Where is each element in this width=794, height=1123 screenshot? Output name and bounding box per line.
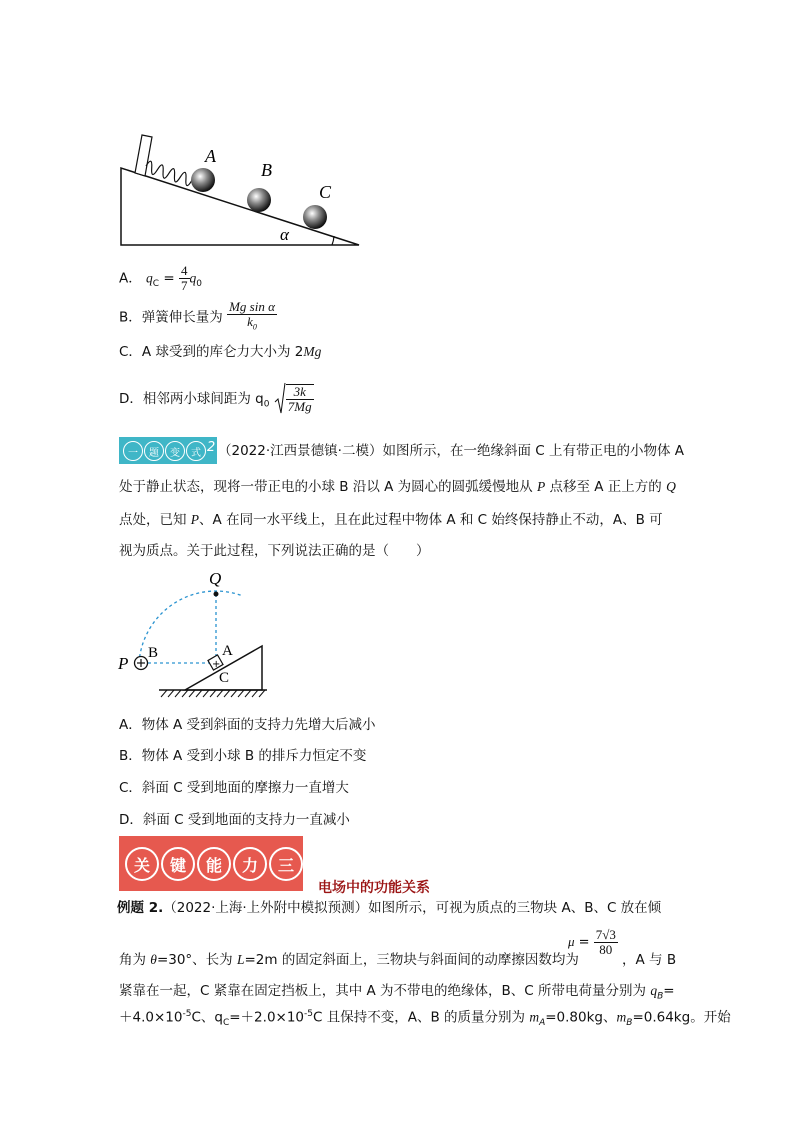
- q2-line3: 点处，已知 P、A 在同一水平线上，且在此过程中物体 A 和 C 始终保持静止不动，A、B 可: [119, 512, 663, 528]
- badge-4: 力: [233, 847, 267, 881]
- option-2b: B．物体 A 受到小球 B 的排斥力恒定不变: [119, 748, 367, 764]
- ball-a: [191, 168, 215, 192]
- sqrt-expression: $\frac{3k}{7Mg}$: [274, 382, 314, 416]
- example2-line1: 例题 2.（2022·上海·上外附中模拟预测）如图所示，可视为质点的三物块 A、B、C 放在倾: [117, 900, 662, 916]
- label-alpha: α: [280, 225, 289, 244]
- option-2a: A．物体 A 受到斜面的支持力先增大后减小: [119, 717, 376, 733]
- badge-3: 能: [197, 847, 231, 881]
- section-banner: [119, 836, 303, 891]
- variant-tag: 一 题 变 式 2: [119, 437, 217, 464]
- ball-c: [303, 205, 327, 229]
- ball-b: [247, 188, 271, 212]
- label-c: C: [319, 182, 332, 202]
- ground-hatch: [161, 690, 265, 697]
- figure-incline-balls: [112, 128, 372, 253]
- section-title: 电场中的功能关系: [318, 880, 430, 896]
- badge-5: 三: [269, 847, 303, 881]
- label-a: A: [205, 146, 216, 166]
- mu-expression: μ = $\frac{7√3}{80}$: [568, 927, 616, 957]
- badge-2: 键: [161, 847, 195, 881]
- option-1d: D．相邻两小球间距为 $q_0$ $\frac{3k}{7Mg}$: [119, 384, 312, 414]
- q2-line2: 处于静止状态，现将一带正电的小球 B 沿以 A 为圆心的圆弧缓慢地从 P 点移至 A 正上方的 Q: [119, 479, 676, 495]
- wall-block: [135, 135, 152, 176]
- label-b: B: [148, 645, 159, 661]
- option-1b: B．弹簧伸长量为 $\frac{\text{Mg sin α}}{k_0}$: [119, 299, 275, 332]
- option-1c: C．A 球受到的库仑力大小为 2Mg: [119, 344, 322, 360]
- label-b: B: [261, 160, 272, 180]
- option-1a: A． $q_C$ = $\frac{4}{7}$ $q_0$: [119, 263, 202, 293]
- example2-line2-end: ，A 与 B: [622, 952, 677, 968]
- variant-tag-text: [119, 437, 217, 464]
- label-a: A: [222, 643, 233, 659]
- badge-1: 关: [125, 847, 159, 881]
- option-2d: D．斜面 C 受到地面的支持力一直减小: [119, 812, 350, 828]
- example2-line3: 紧靠在一起，C 紧靠在固定挡板上，其中 A 为不带电的绝缘体，B、C 所带电荷量分别为 $q_B=$: [119, 983, 675, 1002]
- point-q: [214, 592, 219, 597]
- q2-line4: 视为质点。关于此过程，下列说法正确的是（ ）: [119, 543, 430, 559]
- label-q: Q: [209, 569, 222, 588]
- incline: [121, 168, 359, 245]
- example2-line4: $+4.0\times 10^{-5}C$、$q_C=+2.0\times 10^{-5}C$ 且保持不变，A、B 的质量分别为 $m_A=0.80kg$、$m_B=0.64kg$。开始: [119, 1009, 731, 1029]
- option-2c: C．斜面 C 受到地面的摩擦力一直增大: [119, 780, 349, 796]
- label-p: P: [118, 654, 129, 673]
- label-c: C: [219, 670, 230, 686]
- q2-line1: （2022·江西景德镇·二模）如图所示，在一绝缘斜面 C 上有带正电的小物体 A: [218, 443, 684, 459]
- example2-line2: 角为 θ=30°、长为 L=2m 的固定斜面上，三物块与斜面间的动摩擦因数均为: [119, 952, 579, 968]
- figure-arc-incline: [115, 566, 275, 702]
- block-a-plus: +: [212, 659, 221, 670]
